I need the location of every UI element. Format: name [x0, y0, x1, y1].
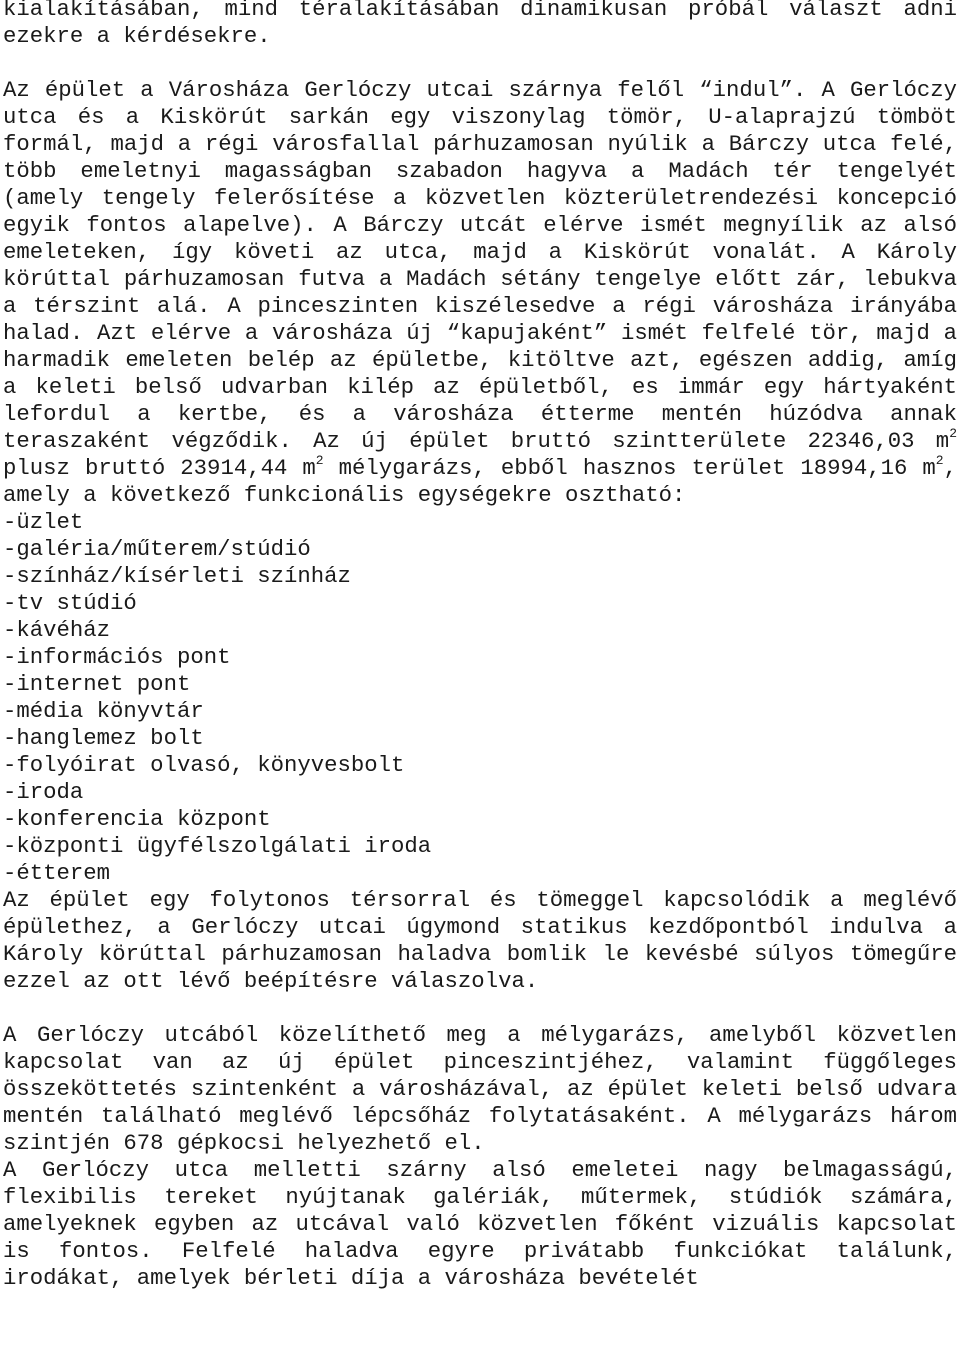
list-item: -tv stúdió: [3, 590, 137, 616]
garage-paragraph: A Gerlóczy utcából közelíthető meg a mélygarázs, amelyből közvetlen kapcsolat van az új épület pinceszintjéhez, valamint függőleges összeköttetés szintenként a városházával, az épület keleti belső udvara mentén található meglévő lépcsőház folytatásaként. A mélygarázs három szintjén 678 gépkocsi helyezhető el.: [3, 1022, 957, 1156]
wing-paragraph: A Gerlóczy utca melletti szárny alsó emeletei nagy belmagasságú, flexibilis tereket nyújtanak galériák, műtermek, stúdiók számára, amelyeknek egyben az utcával való közvetlen főként vizuális kapcsolat is fontos. Felfelé haladva egyre privátabb funkciókat találunk, irodákat, amelyek bérleti díja a városháza bevételét: [3, 1157, 957, 1291]
functions-list: [3, 509, 957, 887]
list-item: -média könyvtár: [3, 698, 204, 724]
main-description-paragraph: [3, 77, 957, 509]
main-paragraph-text: Az épület a Városháza Gerlóczy utcai szárnya felől “indul”. A Gerlóczy utca és a Kiskörút sarkán egy viszonylag tömör, U-alaprajzú tömböt formál, majd a régi városfallal párhuzamosan nyúlik a Bárczy utca felé, több emeletnyi magasságban szabadon hagyva a Madách tér tengelyét (amely tengely felerősítése a közvetlen közterületrendezési koncepció egyik fontos alapelve). A Bárczy utcát elérve ismét megnyílik az alsó emeleteken, így követi az utca, majd a Kiskörút vonalát. A Károly körúttal párhuzamosan futva a Madách sétány tengelye előtt zár, lebukva a térszint alá. A pinceszinten kiszélesedve a régi városháza irányába halad. Azt elérve a városháza új “kapujaként” ismét felfelé tör, majd a harmadik emeleten belép az épületbe, kitöltve azt, egészen addig, amíg a keleti belső udvarban kilép az épületből, es immár egy hártyaként lefordul a kertbe, és a városháza étterme mentén húzódva annak teraszaként végződik. Az új épület bruttó szintterülete 22346,03 m: [3, 77, 957, 454]
list-item: -kávéház: [3, 617, 111, 643]
list-item: -üzlet: [3, 509, 84, 535]
list-item: -konferencia központ: [3, 806, 271, 832]
list-item: -folyóirat olvasó, könyvesbolt: [3, 752, 405, 778]
functional-units-intro-text: , amely a következő funkcionális egységekre osztható:: [3, 455, 957, 508]
list-item: -információs pont: [3, 644, 231, 670]
list-item: -internet pont: [3, 671, 191, 697]
square-meter-superscript-1: 2: [949, 425, 957, 441]
list-item: -színház/kísérleti színház: [3, 563, 351, 589]
list-item: -hanglemez bolt: [3, 725, 204, 751]
list-item: -iroda: [3, 779, 84, 805]
list-item: -központi ügyfélszolgálati iroda: [3, 833, 432, 859]
mass-paragraph: Az épület egy folytonos térsorral és tömeggel kapcsolódik a meglévő épülethez, a Gerlóczy utcai úgymond statikus kezdőpontból indulva a Károly körúttal párhuzamosan haladva bomlik le kevésbé súlyos tömegűre ezzel az ott lévő beépítésre válaszolva.: [3, 887, 957, 994]
net-area-text: mélygarázs, ebből hasznos terület 18994,16 m: [323, 455, 936, 481]
square-meter-superscript-3: 2: [935, 452, 944, 468]
document-page: [3, 0, 957, 1292]
paragraph-gap: [3, 50, 957, 77]
gross-garage-area-text: plusz bruttó 23914,44 m: [3, 455, 316, 481]
list-item: -galéria/műterem/stúdió: [3, 536, 311, 562]
intro-continuation-paragraph: kialakításában, mind téralakításában dinamikusan próbál választ adni ezekre a kérdésekre.: [3, 0, 957, 49]
list-item: -étterem: [3, 860, 111, 886]
paragraph-gap: [3, 995, 957, 1022]
square-meter-superscript-2: 2: [315, 452, 324, 468]
